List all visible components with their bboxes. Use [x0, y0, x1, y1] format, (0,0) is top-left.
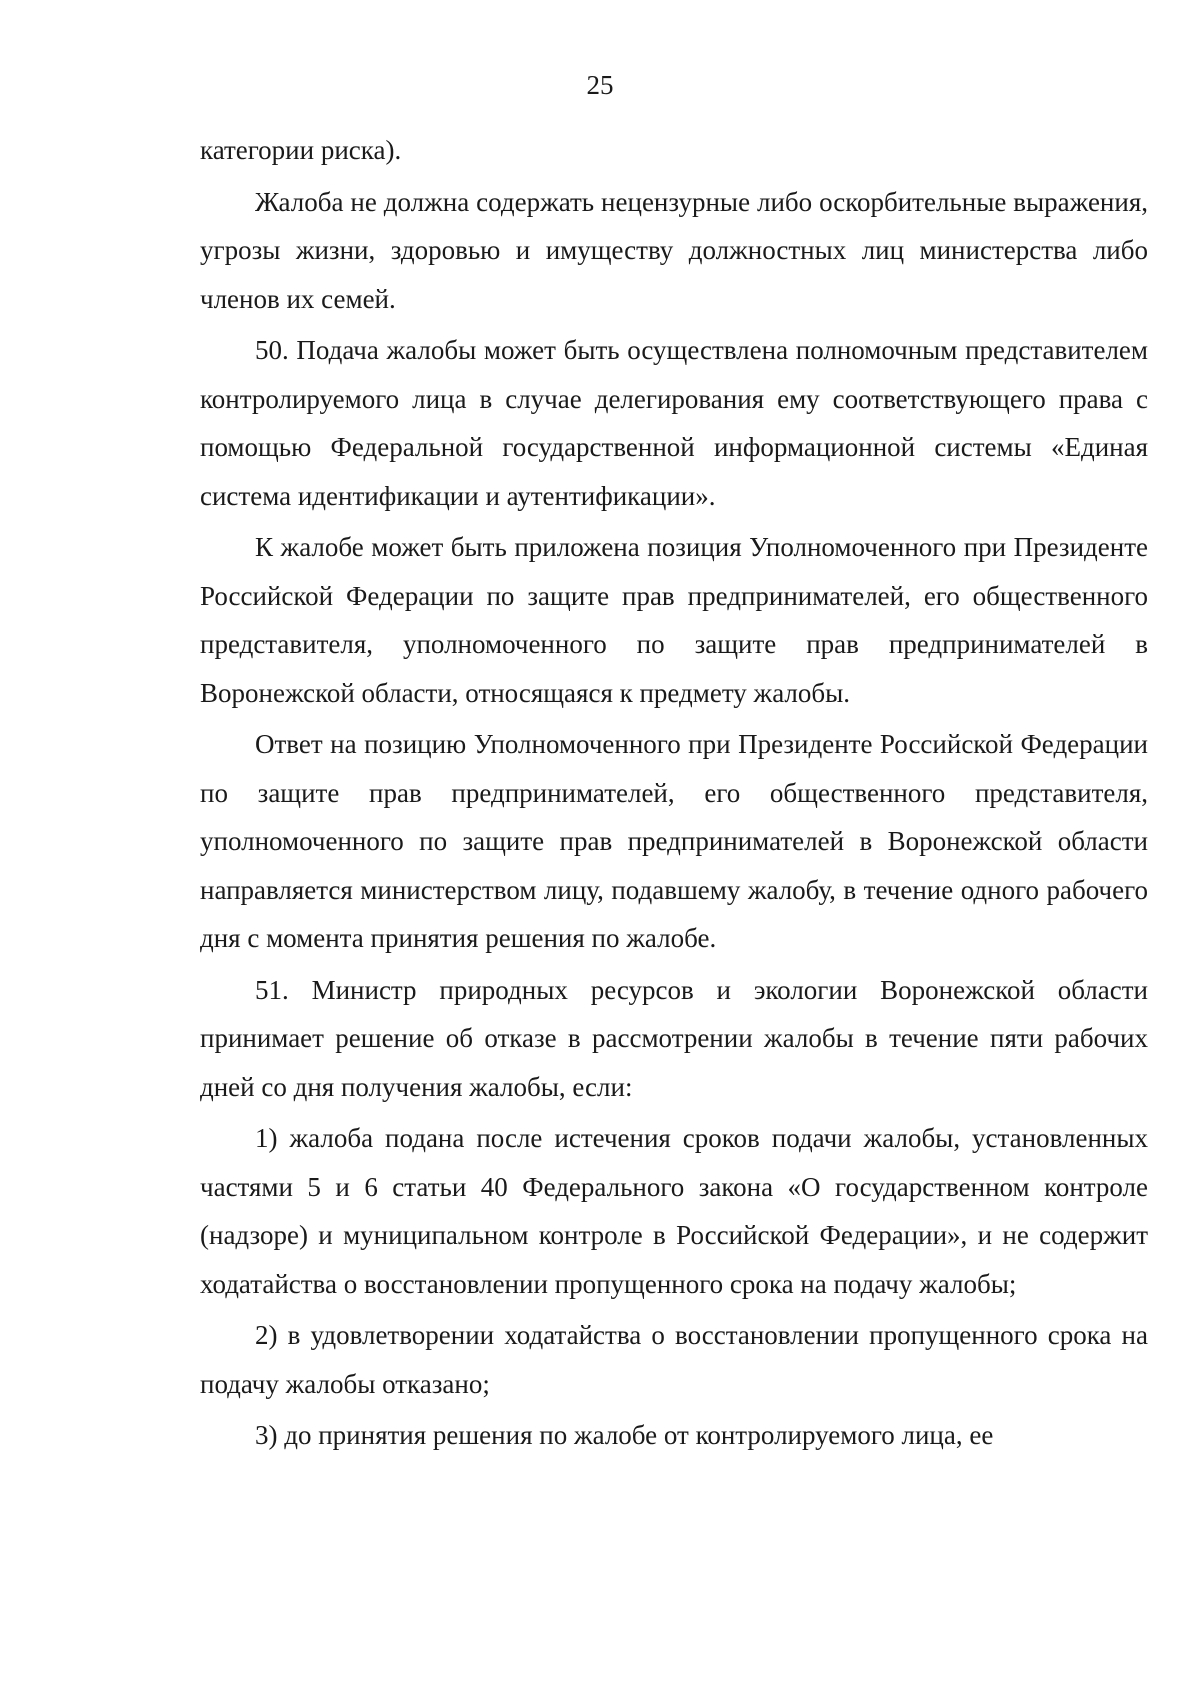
list-item-2: 2) в удовлетворении ходатайства о восстановлении пропущенного срока на подачу жалобы отказано; — [200, 1320, 1148, 1399]
list-item-3: 3) до принятия решения по жалобе от контролируемого лица, ее — [255, 1420, 994, 1450]
paragraph-complaint-content-requirements: Жалоба не должна содержать нецензурные либо оскорбительные выражения, угрозы жизни, здоровью и имуществу должностных лиц министерства либо членов их семей. — [200, 186, 1148, 314]
paragraph-ombudsman-response: Ответ на позицию Уполномоченного при Президенте Российской Федерации по защите прав предпринимателей, его общественного представителя, уполномоченного по защите прав предпринимателей в Воронежской области направляется министерством лицу, подавшему жалобу, в течение одного рабочего дня с момента принятия решения по жалобе. — [200, 729, 1148, 953]
document-body — [200, 126, 1148, 1463]
page-number: 25 — [586, 70, 614, 100]
paragraph-risk-category-tail: категории риска). — [200, 135, 402, 165]
paragraph-item-50: 50. Подача жалобы может быть осуществлена полномочным представителем контролируемого лица в случае делегирования ему соответствующего права с помощью Федеральной государственной информационной системы «Единая система идентификации и аутентификации». — [200, 335, 1148, 511]
paragraph-ombudsman-position: К жалобе может быть приложена позиция Уполномоченного при Президенте Российской Федерации по защите прав предпринимателей, его общественного представителя, уполномоченного по защите прав предпринимателей в Воронежской области, относящаяся к предмету жалобы. — [200, 532, 1148, 708]
paragraph-item-51: 51. Министр природных ресурсов и экологии Воронежской области принимает решение об отказе в рассмотрении жалобы в течение пяти рабочих дней со дня получения жалобы, если: — [200, 974, 1148, 1102]
list-item-1: 1) жалоба подана после истечения сроков подачи жалобы, установленных частями 5 и 6 статьи 40 Федерального закона «О государственном контроле (надзоре) и муниципальном контроле в Российской Федерации», и не содержит ходатайства о восстановлении пропущенного срока на подачу жалобы; — [200, 1123, 1148, 1299]
